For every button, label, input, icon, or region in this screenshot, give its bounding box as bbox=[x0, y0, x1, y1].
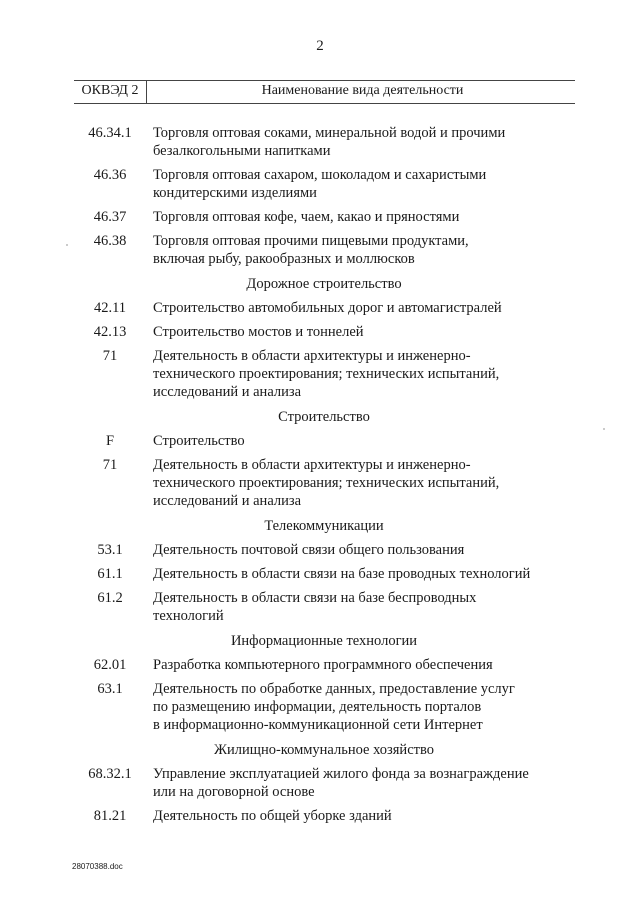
activity-name-line: технического проектирования; технических испытаний, bbox=[153, 475, 500, 491]
table-row bbox=[74, 765, 574, 801]
activity-name-line: Деятельность в области архитектуры и инженерно- bbox=[153, 348, 471, 364]
activity-name bbox=[153, 124, 574, 160]
table-row bbox=[74, 432, 574, 450]
activity-name bbox=[153, 589, 574, 625]
activity-name-line: Деятельность почтовой связи общего пользования bbox=[153, 542, 465, 558]
okved-code: 61.1 bbox=[97, 566, 123, 582]
okved-code: 81.21 bbox=[93, 808, 127, 824]
section-heading: Информационные технологии bbox=[230, 633, 418, 649]
activity-name bbox=[153, 166, 574, 202]
activity-name-line: по размещению информации, деятельность порталов bbox=[153, 699, 482, 715]
activity-name-line: Торговля оптовая прочими пищевыми продуктами, bbox=[153, 233, 469, 249]
table-row bbox=[74, 807, 574, 825]
activity-name bbox=[153, 656, 574, 674]
section-heading: Телекоммуникации bbox=[264, 518, 384, 534]
activity-name-line: Деятельность в области архитектуры и инженерно- bbox=[153, 457, 471, 473]
okved-code: 42.13 bbox=[93, 324, 127, 340]
activity-name bbox=[153, 347, 574, 401]
section-heading: Жилищно-коммунальное хозяйство bbox=[214, 742, 434, 758]
column-header-name: Наименование вида деятельности bbox=[261, 83, 464, 98]
okved-code: 42.11 bbox=[93, 300, 127, 316]
activity-name-line: технологий bbox=[153, 608, 224, 624]
activity-name bbox=[153, 807, 574, 825]
activity-name-line: или на договорной основе bbox=[153, 784, 315, 800]
table-row bbox=[74, 347, 574, 401]
activity-name-line: исследований и анализа bbox=[153, 384, 302, 400]
okved-code: 46.37 bbox=[93, 209, 127, 225]
activity-name-line: Строительство bbox=[153, 433, 245, 449]
file-name-footer: 28070388.doc bbox=[72, 862, 123, 871]
column-separator bbox=[146, 80, 147, 103]
table-row bbox=[74, 656, 574, 674]
table-row bbox=[74, 166, 574, 202]
activity-name-line: безалкогольными напитками bbox=[153, 143, 331, 159]
table-top-rule bbox=[74, 80, 575, 81]
activity-name-line: Разработка компьютерного программного обеспечения bbox=[153, 657, 493, 673]
okved-code: 71 bbox=[102, 457, 118, 473]
activity-name-line: Торговля оптовая сахаром, шоколадом и сахаристыми bbox=[153, 167, 487, 183]
table-row bbox=[74, 208, 574, 226]
table-row bbox=[74, 680, 574, 734]
activity-name-line: Строительство автомобильных дорог и автомагистралей bbox=[153, 300, 502, 316]
activity-name bbox=[153, 208, 574, 226]
activity-name-line: в информационно-коммуникационной сети Интернет bbox=[153, 717, 483, 733]
activity-name bbox=[153, 680, 574, 734]
activity-name-line: Деятельность по общей уборке зданий bbox=[153, 808, 392, 824]
table-header-rule bbox=[74, 103, 575, 104]
activity-name-line: технического проектирования; технических испытаний, bbox=[153, 366, 500, 382]
activity-name-line: кондитерскими изделиями bbox=[153, 185, 317, 201]
activity-name bbox=[153, 565, 574, 583]
okved-code: 71 bbox=[102, 348, 118, 364]
activity-name-line: включая рыбу, ракообразных и моллюсков bbox=[153, 251, 415, 267]
table-row bbox=[74, 456, 574, 510]
activity-name bbox=[153, 456, 574, 510]
table-row bbox=[74, 323, 574, 341]
okved-code: 68.32.1 bbox=[88, 766, 132, 782]
activity-name-line: исследований и анализа bbox=[153, 493, 302, 509]
section-heading: Дорожное строительство bbox=[246, 276, 402, 292]
activity-name-line: Деятельность в области связи на базе беспроводных bbox=[153, 590, 477, 606]
column-header-code: ОКВЭД 2 bbox=[81, 83, 139, 98]
scan-speck bbox=[66, 244, 68, 246]
activity-name-line: Торговля оптовая кофе, чаем, какао и пряностями bbox=[153, 209, 460, 225]
section-heading: Строительство bbox=[278, 409, 370, 425]
page-number: 2 bbox=[316, 38, 324, 54]
okved-code: 46.36 bbox=[93, 167, 127, 183]
activity-name bbox=[153, 299, 574, 317]
okved-code: 62.01 bbox=[93, 657, 127, 673]
okved-code: 46.34.1 bbox=[88, 125, 132, 141]
okved-code: 63.1 bbox=[97, 681, 123, 697]
activity-name-line: Управление эксплуатацией жилого фонда за вознаграждение bbox=[153, 766, 529, 782]
table-row bbox=[74, 299, 574, 317]
okved-code: F bbox=[105, 433, 115, 449]
activity-name bbox=[153, 232, 574, 268]
table-row bbox=[74, 232, 574, 268]
table-row bbox=[74, 541, 574, 559]
table-row bbox=[74, 565, 574, 583]
okved-code: 61.2 bbox=[97, 590, 123, 606]
activity-name-line: Строительство мостов и тоннелей bbox=[153, 324, 364, 340]
activity-name-line: Деятельность в области связи на базе проводных технологий bbox=[153, 566, 531, 582]
scan-speck bbox=[603, 428, 605, 430]
table-row bbox=[74, 589, 574, 625]
activity-name-line: Торговля оптовая соками, минеральной водой и прочими bbox=[153, 125, 506, 141]
activity-name bbox=[153, 541, 574, 559]
activity-name bbox=[153, 323, 574, 341]
activity-name-line: Деятельность по обработке данных, предоставление услуг bbox=[153, 681, 515, 697]
okved-code: 53.1 bbox=[97, 542, 123, 558]
okved-code: 46.38 bbox=[93, 233, 127, 249]
activity-name bbox=[153, 765, 574, 801]
activity-name bbox=[153, 432, 574, 450]
table-row bbox=[74, 124, 574, 160]
